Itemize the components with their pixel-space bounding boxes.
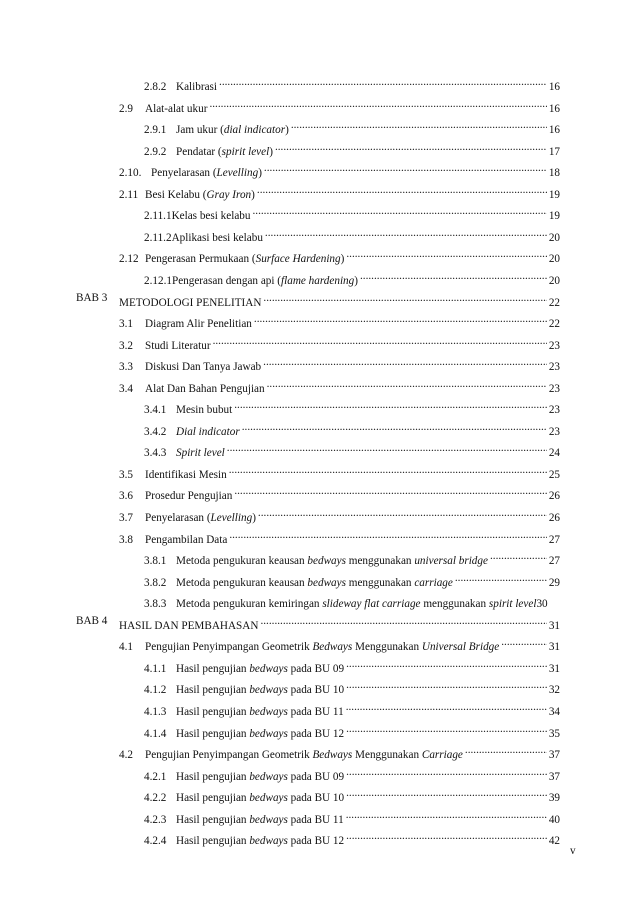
toc-entry-text: ): [285, 124, 289, 136]
toc-leader-dots: [346, 828, 547, 844]
toc-entry-text: Penyelarasan (: [151, 167, 217, 179]
toc-entry[interactable]: [144, 397, 560, 416]
toc-entry-title: [144, 726, 344, 742]
toc-entry[interactable]: [144, 807, 560, 826]
toc-leader-dots: [346, 764, 547, 780]
toc-page-number: 27: [548, 534, 560, 546]
toc-entry[interactable]: [119, 613, 560, 632]
toc-entry[interactable]: [119, 354, 560, 373]
toc-entry-text: Identifikasi Mesin: [145, 469, 227, 481]
toc-entry[interactable]: [144, 828, 560, 847]
toc-entry-text: Carriage: [421, 749, 463, 761]
toc-entry-text: ): [252, 512, 256, 524]
toc-entry-text: Metoda pengukuran kemiringan: [176, 598, 323, 610]
toc-entry-title: [144, 144, 273, 160]
toc-entry-number: 2.12.1: [144, 275, 172, 287]
toc-page-number: 19: [548, 189, 560, 201]
toc-entry-text: pada BU 11: [287, 706, 344, 718]
toc-entry-text: ): [340, 253, 345, 265]
toc-entry-title: [144, 79, 217, 95]
toc-entry[interactable]: [144, 74, 560, 93]
toc-entry-number: 2.9.1: [144, 124, 167, 136]
toc-entry-title: [144, 230, 263, 246]
toc-page-number: 22: [548, 297, 560, 309]
toc-entry-text: pada BU 09: [287, 663, 345, 675]
toc-entry-title: [119, 747, 463, 763]
toc-entry-title: [119, 165, 262, 181]
toc-entry[interactable]: [119, 290, 560, 309]
toc-entry-text: pada BU 12: [287, 728, 345, 740]
toc-entry-title: [144, 208, 250, 224]
toc-entry-title: [144, 704, 344, 720]
toc-entry-text: Pengujian Penyimpangan Geometrik: [145, 749, 313, 761]
toc-leader-dots: [490, 548, 547, 564]
toc-entry-title: [144, 553, 488, 569]
toc-page-number: 31: [548, 620, 560, 632]
toc-entry-number: 3.5: [119, 469, 133, 481]
toc-entry-text: Hasil pengujian: [176, 771, 250, 783]
toc-entry-number: 4.1.1: [144, 663, 167, 675]
toc-page-number: 31: [548, 663, 560, 675]
toc-entry-title: [119, 639, 499, 655]
toc-page-number: 18: [548, 167, 560, 179]
toc-entry[interactable]: [119, 634, 560, 653]
toc-page-number: 35: [548, 728, 560, 740]
toc-entry-title: [144, 402, 232, 418]
toc-chapter-label: BAB 4: [76, 615, 108, 627]
toc-page-number: 37: [548, 771, 560, 783]
toc-entry-number: 4.1.3: [144, 706, 167, 718]
toc-entry-text: Gray Iron: [206, 189, 252, 201]
toc-entry-text: ): [269, 146, 273, 158]
toc-chapter-label: BAB 3: [76, 292, 108, 304]
toc-entry-number: 3.7: [119, 512, 133, 524]
toc-leader-dots: [267, 376, 547, 392]
toc-entry-number: 3.3: [119, 361, 133, 373]
toc-entry[interactable]: [144, 419, 560, 438]
toc-leader-dots: [242, 419, 547, 435]
toc-entry-number: 3.4: [119, 383, 133, 395]
toc-entry-title: [144, 273, 358, 289]
toc-entry-text: Kelas besi kelabu: [171, 210, 251, 222]
toc-page-number: 26: [548, 512, 560, 524]
toc-entry-text: Dial indicator: [176, 426, 240, 438]
toc-entry-text: Hasil pengujian: [176, 792, 250, 804]
toc-entry-text: bedways: [249, 684, 288, 696]
toc-entry-text: Pengujian Penyimpangan Geometrik: [145, 641, 313, 653]
toc-entry-text: Bedways: [312, 641, 353, 653]
toc-page-number: 37: [548, 749, 560, 761]
toc-entry[interactable]: [119, 483, 560, 502]
toc-entry-text: Prosedur Pengujian: [145, 490, 233, 502]
toc-page-number: 24: [548, 447, 560, 459]
toc-entry-text: spirit level: [221, 146, 270, 158]
toc-entry-text: Hasil pengujian: [176, 835, 250, 847]
toc-entry-title: [119, 532, 227, 548]
toc-entry[interactable]: [119, 96, 560, 115]
toc-leader-dots: [260, 613, 546, 629]
toc-entry-number: 4.2: [119, 749, 133, 761]
toc-entry-number: 3.1: [119, 318, 133, 330]
toc-entry-number: 4.1: [119, 641, 133, 653]
toc-page-number: 26: [548, 490, 560, 502]
toc-entry-title: [144, 575, 453, 591]
toc-page-number: 20: [548, 253, 560, 265]
toc-entry-title: [119, 488, 232, 504]
toc-page-number: 22: [548, 318, 560, 330]
toc-page-number: 23: [548, 383, 560, 395]
toc-leader-dots: [465, 742, 547, 758]
toc-leader-dots: [263, 354, 547, 370]
toc-entry[interactable]: [144, 225, 560, 244]
toc-entry-text: pada BU 10: [287, 684, 345, 696]
toc-entry-number: 2.11.1: [144, 210, 172, 222]
toc-entry-text: dial indicator: [223, 124, 286, 136]
toc-entry-number: 2.11: [119, 189, 139, 201]
toc-leader-dots: [501, 634, 547, 650]
toc-entry[interactable]: [144, 548, 560, 567]
toc-page-number: 23: [548, 404, 560, 416]
toc-entry[interactable]: [144, 699, 560, 718]
toc-entry-title: [119, 467, 227, 483]
toc-entry-title: [144, 596, 536, 612]
toc-entry-title: [144, 424, 240, 440]
toc-page-number: 20: [548, 232, 560, 244]
toc-entry-text: Surface Hardening: [255, 253, 341, 265]
toc-page-number: 42: [548, 835, 560, 847]
toc-entry[interactable]: [144, 656, 560, 675]
toc-entry-text: bedways: [249, 792, 288, 804]
toc-page-number: 23: [548, 361, 560, 373]
toc-entry-text: pada BU 09: [287, 771, 345, 783]
toc-entry-text: bedways: [249, 728, 288, 740]
toc-entry-text: Pengambilan Data: [145, 534, 228, 546]
toc-entry[interactable]: [144, 785, 560, 804]
toc-entry-number: 3.8.3: [144, 598, 167, 610]
toc-entry[interactable]: [144, 117, 560, 136]
toc-entry[interactable]: [144, 721, 560, 740]
toc-entry-title: [144, 769, 344, 785]
toc-entry-title: [144, 661, 344, 677]
toc-entry-title: [144, 812, 344, 828]
toc-entry[interactable]: [119, 160, 560, 179]
toc-entry-text: menggunakan: [345, 555, 415, 567]
toc-entry[interactable]: [144, 591, 560, 610]
toc-entry-text: Metoda pengukuran keausan: [176, 555, 308, 567]
toc-page-number: 34: [548, 706, 560, 718]
page-number: v: [570, 845, 576, 857]
toc-entry-text: Metoda pengukuran keausan: [176, 577, 308, 589]
toc-entry[interactable]: [144, 570, 560, 589]
toc-entry-number: 2.8.2: [144, 81, 167, 93]
toc-entry-title: [144, 790, 344, 806]
toc-leader-dots: [209, 96, 546, 112]
toc-page-number: 27: [548, 555, 560, 567]
toc-entry-text: Menggunakan: [352, 749, 422, 761]
toc-entry-text: Alat Dan Bahan Pengujian: [145, 383, 265, 395]
toc-leader-dots: [346, 246, 546, 262]
toc-entry-number: 3.4.1: [144, 404, 167, 416]
toc-entry[interactable]: [144, 268, 560, 287]
toc-entry-number: 3.4.2: [144, 426, 167, 438]
toc-entry-text: Jam ukur (: [176, 124, 224, 136]
toc-entry-title: [119, 338, 211, 354]
toc-leader-dots: [275, 139, 547, 155]
toc-entry[interactable]: [144, 764, 560, 783]
toc-page-number: 39: [548, 792, 560, 804]
toc-leader-dots: [455, 570, 547, 586]
toc-entry-text: slideway flat carriage: [322, 598, 421, 610]
toc-page-number: 16: [548, 124, 560, 136]
toc-page-number: 25: [548, 469, 560, 481]
toc-entry-text: Kalibrasi: [176, 81, 218, 93]
toc-entry-text: pada BU 12: [287, 835, 345, 847]
toc-entry-title: [144, 445, 225, 461]
toc-entry-number: 4.1.2: [144, 684, 167, 696]
toc-entry-text: Aplikasi besi kelabu: [171, 232, 263, 244]
toc-entry-text: pada BU 10: [287, 792, 345, 804]
toc-entry-text: bedways: [249, 835, 288, 847]
toc-page-number: 23: [548, 340, 560, 352]
toc-entry-text: Hasil pengujian: [176, 814, 250, 826]
toc-leader-dots: [346, 807, 547, 823]
toc-entry-number: 4.1.4: [144, 728, 167, 740]
toc-entry-text: bedways: [249, 663, 288, 675]
toc-entry-text: menggunakan: [345, 577, 415, 589]
toc-leader-dots: [291, 117, 547, 133]
toc-entry-text: bedways: [307, 577, 346, 589]
toc-entry-number: 2.12: [119, 253, 139, 265]
toc-entry-number: 3.4.3: [144, 447, 167, 459]
toc-entry[interactable]: [144, 440, 560, 459]
toc-entry-text: Penyelarasan (: [145, 512, 211, 524]
toc-entry-number: 3.6: [119, 490, 133, 502]
toc-leader-dots: [254, 311, 547, 327]
toc-entry[interactable]: [119, 462, 560, 481]
toc-page-number: 16: [548, 81, 560, 93]
toc-page-number: 40: [548, 814, 560, 826]
toc-entry-text: pada BU 11: [287, 814, 344, 826]
toc-entry-text: universal bridge: [414, 555, 488, 567]
toc-entry-title: [119, 295, 261, 311]
toc-entry-text: Alat-alat ukur: [145, 103, 208, 115]
toc-page-number: 20: [548, 275, 560, 287]
toc-entry-title: [144, 122, 289, 138]
toc-entry-text: Universal Bridge: [421, 641, 500, 653]
toc-leader-dots: [264, 160, 547, 176]
toc-leader-dots: [346, 785, 547, 801]
toc-entry-text: flame hardening: [281, 275, 355, 287]
toc-entry-title: [119, 251, 344, 267]
toc-entry[interactable]: [119, 376, 560, 395]
toc-entry-number: 3.8.2: [144, 577, 167, 589]
toc-leader-dots: [265, 225, 547, 241]
toc-entry-text: spirit level: [488, 598, 537, 610]
toc-entry-text: Bedways: [312, 749, 353, 761]
toc-page-number: 16: [548, 103, 560, 115]
toc-leader-dots: [346, 656, 547, 672]
toc-leader-dots: [346, 721, 547, 737]
toc-page-number: 32: [548, 684, 560, 696]
toc-entry-text: Menggunakan: [352, 641, 422, 653]
toc-entry-title: [119, 381, 265, 397]
toc-entry-number: 4.2.3: [144, 814, 167, 826]
toc-entry-number: 3.8: [119, 534, 133, 546]
toc-entry-number: 2.9.2: [144, 146, 167, 158]
toc-entry-text: Pengerasan dengan api (: [171, 275, 282, 287]
toc-entry-title: [144, 682, 344, 698]
toc-entry[interactable]: [119, 742, 560, 761]
toc-page-number: 31: [548, 641, 560, 653]
toc-entry-text: carriage: [414, 577, 453, 589]
toc-entry[interactable]: [119, 527, 560, 546]
toc-leader-dots: [229, 527, 546, 543]
toc-page-number: 23: [548, 426, 560, 438]
toc-entry-title: [119, 618, 258, 634]
toc-entry-text: bedways: [249, 771, 288, 783]
toc-entry[interactable]: [144, 203, 560, 222]
toc-entry-number: 4.2.4: [144, 835, 167, 847]
toc-leader-dots: [258, 505, 547, 521]
toc-entry-text: ): [258, 167, 262, 179]
toc-leader-dots: [234, 483, 546, 499]
toc-page-number: 29: [548, 577, 560, 589]
toc-leader-dots: [252, 203, 546, 219]
toc-entry-text: Spirit level: [176, 447, 225, 459]
toc-entry-text: Diagram Alir Penelitian: [145, 318, 252, 330]
toc-entry-title: [119, 101, 207, 117]
toc-leader-dots: [229, 462, 547, 478]
toc-entry[interactable]: [144, 677, 560, 696]
toc-leader-dots: [227, 440, 547, 456]
toc-entry-title: [119, 316, 252, 332]
toc-entry[interactable]: [119, 182, 560, 201]
toc-entry-text: Hasil pengujian: [176, 706, 250, 718]
toc-entry-text: bedways: [307, 555, 346, 567]
toc-leader-dots: [346, 699, 547, 715]
toc-entry-text: HASIL DAN PEMBAHASAN: [119, 620, 259, 632]
toc-entry[interactable]: [119, 246, 560, 265]
toc-entry-text: Besi Kelabu (: [145, 189, 207, 201]
toc-entry[interactable]: [144, 139, 560, 158]
toc-entry-text: ): [354, 275, 358, 287]
toc-entry-text: Hasil pengujian: [176, 728, 250, 740]
toc-leader-dots: [263, 290, 546, 306]
toc-leader-dots: [213, 333, 547, 349]
toc-page-number: 30: [536, 598, 548, 610]
toc-entry-text: bedways: [249, 706, 288, 718]
toc-entry-text: Levelling: [216, 167, 259, 179]
toc-entry-text: Pengerasan Permukaan (: [145, 253, 256, 265]
toc-page-number: 17: [548, 146, 560, 158]
toc-entry-number: 3.2: [119, 340, 133, 352]
toc-entry-text: Diskusi Dan Tanya Jawab: [145, 361, 262, 373]
toc-leader-dots: [234, 397, 547, 413]
toc-leader-dots: [219, 74, 547, 90]
toc-entry-text: Hasil pengujian: [176, 663, 250, 675]
toc-entry[interactable]: [119, 311, 560, 330]
toc-page-number: 19: [548, 210, 560, 222]
toc-entry[interactable]: [119, 333, 560, 352]
toc-entry-number: 2.9: [119, 103, 133, 115]
toc-entry-number: 2.11.2: [144, 232, 172, 244]
toc-leader-dots: [360, 268, 547, 284]
toc-entry-title: [144, 833, 344, 849]
toc-entry-text: ): [251, 189, 255, 201]
toc-entry-number: 4.2.2: [144, 792, 167, 804]
toc-entry-number: 4.2.1: [144, 771, 167, 783]
toc-entry-title: [119, 359, 261, 375]
toc-entry-text: menggunakan: [420, 598, 489, 610]
toc-entry-text: Pendatar (: [176, 146, 222, 158]
toc-entry-number: 3.8.1: [144, 555, 167, 567]
toc-entry-text: bedways: [249, 814, 288, 826]
toc-entry-title: [119, 187, 255, 203]
toc-entry-text: METODOLOGI PENELITIAN: [119, 297, 262, 309]
toc-entry-number: 2.10.: [119, 167, 142, 179]
toc-entry-text: Mesin bubut: [176, 404, 233, 416]
toc-leader-dots: [257, 182, 547, 198]
toc-entry-text: Levelling: [210, 512, 253, 524]
toc-entry[interactable]: [119, 505, 560, 524]
toc-leader-dots: [346, 677, 547, 693]
toc-entry-text: Studi Literatur: [145, 340, 211, 352]
toc-entry-text: Hasil pengujian: [176, 684, 250, 696]
toc-entry-title: [119, 510, 256, 526]
